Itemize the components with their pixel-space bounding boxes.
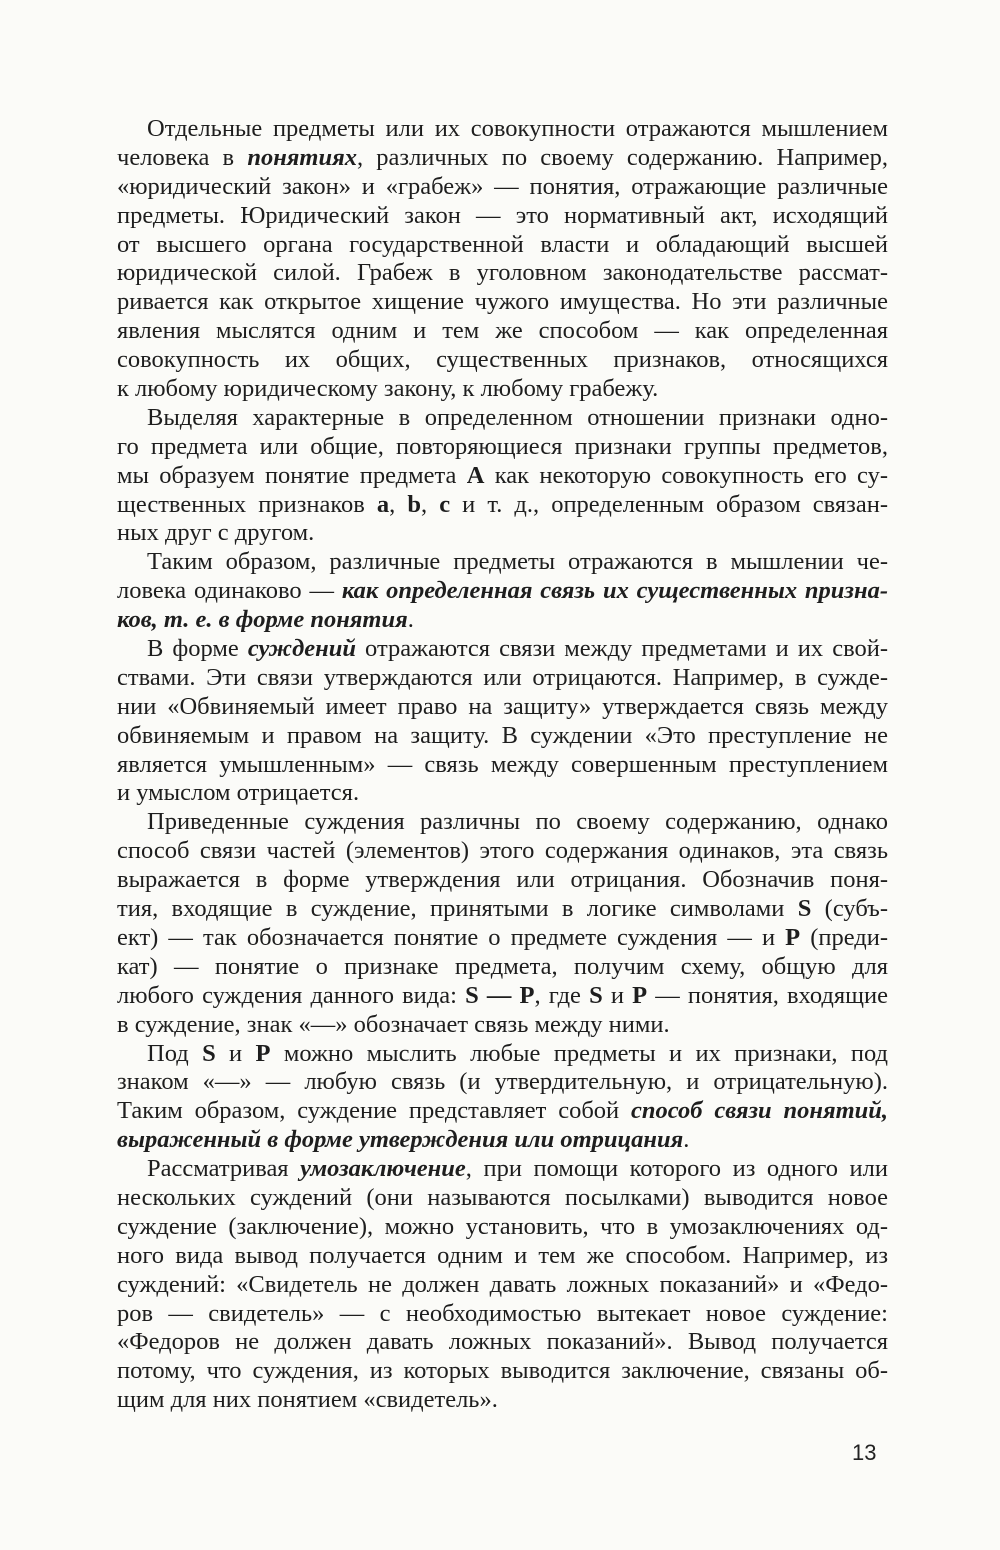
paragraph — [117, 1155, 888, 1415]
bold-symbol: P — [785, 923, 801, 951]
text-run: и умыслом отрицается. — [117, 779, 360, 807]
text-run: является умышленным» — связь между совершенным преступлением — [117, 750, 888, 778]
text-run: суждений: «Свидетель не должен давать ложных показаний» и «Федо- — [117, 1270, 888, 1298]
text-line — [117, 1011, 888, 1040]
text-line — [117, 1068, 888, 1097]
text-run: предметы. Юридический закон — это нормативный акт, исходящий — [117, 201, 888, 229]
emphasized-term: суждений — [247, 635, 356, 663]
text-run: Под — [147, 1039, 203, 1067]
text-line — [117, 375, 888, 404]
text-run: Таким образом, различные предметы отражаются в мышлении че- — [147, 548, 888, 576]
text-line — [117, 1271, 888, 1300]
text-run: и — [215, 1039, 256, 1067]
text-line — [117, 317, 888, 346]
emphasized-term: умозаключение — [300, 1155, 466, 1183]
text-line — [117, 173, 888, 202]
paragraph — [117, 635, 888, 808]
paragraph — [117, 548, 888, 635]
text-line — [117, 664, 888, 693]
text-run: Приведенные суждения различны по своему содержанию, однако — [147, 808, 888, 836]
text-line — [117, 144, 888, 173]
page-number: 13 — [852, 1440, 877, 1465]
text-run: — понятия, входящие — [647, 981, 889, 1009]
text-run: отражаются связи между предметами и их свой- — [356, 635, 888, 663]
text-run: , различных по своему содержанию. Например, — [356, 143, 889, 171]
text-run: ного вида вывод получается одним и тем же способом. Например, из — [117, 1241, 888, 1269]
text-run: «юридический закон» и «грабеж» — понятия, отражающие различные — [117, 172, 888, 200]
emphasized-term: ков, т. е. в форме понятия — [117, 606, 408, 634]
paragraph — [117, 1040, 888, 1156]
text-run: к любому юридическому закону, к любому грабежу. — [117, 375, 659, 403]
text-line — [117, 346, 888, 375]
text-line — [117, 1126, 888, 1155]
bold-symbol: b — [407, 490, 422, 518]
text-line — [117, 1213, 888, 1242]
text-line — [117, 1300, 888, 1329]
emphasized-term: выраженный в форме утверждения или отрицания — [117, 1126, 684, 1154]
text-line — [117, 693, 888, 722]
text-run: способ связи частей (элементов) этого содержания одинаков, эта связь — [117, 837, 888, 865]
text-line — [117, 751, 888, 780]
text-run: как некоторую совокупность его су- — [484, 461, 889, 489]
text-run: Рассматривая — [147, 1155, 301, 1183]
text-line — [117, 1155, 888, 1184]
text-line — [117, 837, 888, 866]
text-run: можно мыслить любые предметы и их признаки, под — [270, 1039, 888, 1067]
text-line — [117, 982, 888, 1011]
text-run: , — [389, 490, 408, 518]
text-run: и — [602, 981, 633, 1009]
text-run: нескольких суждений (они называются посылками) выводится новое — [117, 1183, 888, 1211]
text-run: юридической силой. Грабеж в уголовном законодательстве рассмат- — [117, 259, 888, 287]
text-run: явления мыслятся одним и тем же способом — как определенная — [117, 317, 888, 345]
text-line — [117, 895, 888, 924]
text-line — [117, 953, 888, 982]
text-run: ров — свидетель» — с необходимостью вытекает новое суждение: — [117, 1299, 888, 1327]
text-run: знаком «—» — любую связь (и утвердительную, и отрицательную). — [117, 1068, 888, 1096]
text-line — [117, 924, 888, 953]
text-run: ривается как открытое хищение чужого имущества. Но эти различные — [117, 288, 888, 316]
text-line — [117, 259, 888, 288]
paragraph — [117, 404, 888, 548]
text-line — [117, 1328, 888, 1357]
text-run: щественных признаков — [117, 490, 377, 518]
text-line — [117, 288, 888, 317]
text-run: (преди- — [800, 923, 888, 951]
text-run: и т. д., определенным образом связан- — [450, 490, 889, 518]
text-line — [117, 808, 888, 837]
text-line — [117, 433, 888, 462]
bold-symbol: S — [202, 1039, 216, 1067]
text-run: кат) — понятие о признаке предмета, получим схему, общую для — [117, 952, 888, 980]
text-run: «Федоров не должен давать ложных показаний». Вывод получается — [117, 1328, 888, 1356]
text-run: в суждение, знак «—» обозначает связь между ними. — [117, 1010, 670, 1038]
text-line — [117, 1097, 888, 1126]
text-line — [117, 635, 888, 664]
bold-symbol: А — [466, 461, 485, 489]
text-line — [117, 202, 888, 231]
text-run: . — [683, 1126, 690, 1154]
text-run: суждение (заключение), можно установить, что в умозаключениях од- — [117, 1212, 888, 1240]
text-run: человека в — [117, 143, 248, 171]
emphasized-term: как определенная связь их существенных призна- — [341, 577, 888, 605]
text-line — [117, 231, 888, 260]
text-line — [117, 577, 888, 606]
text-line — [117, 1357, 888, 1386]
text-run: выражается в форме утверждения или отрицания. Обозначив поня- — [117, 866, 888, 894]
text-line — [117, 462, 888, 491]
text-line — [117, 866, 888, 895]
text-line — [117, 519, 888, 548]
text-run: потому, что суждения, из которых выводится заключение, связаны об- — [117, 1357, 888, 1385]
bold-symbol: P — [632, 981, 648, 1009]
text-line — [117, 404, 888, 433]
text-line — [117, 548, 888, 577]
bold-symbol: S — [589, 981, 603, 1009]
text-run: . — [407, 606, 414, 634]
text-run: от высшего органа государственной власти и обладающий высшей — [117, 230, 888, 258]
text-line — [117, 722, 888, 751]
emphasized-term: понятиях — [247, 143, 357, 171]
text-line — [117, 1184, 888, 1213]
text-line — [117, 1040, 888, 1069]
paragraph — [117, 808, 888, 1039]
emphasized-term: способ связи понятий, — [631, 1097, 889, 1125]
text-line — [117, 1386, 888, 1415]
bold-symbol: P — [255, 1039, 271, 1067]
bold-symbol: c — [439, 490, 451, 518]
text-run: ных друг с другом. — [117, 519, 315, 547]
text-run: ект) — так обозначается понятие о предмете суждения — и — [117, 923, 786, 951]
text-line — [117, 115, 888, 144]
text-run: обвиняемым и правом на защиту. В суждении «Это преступление не — [117, 721, 888, 749]
text-run: совокупность их общих, существенных признаков, относящихся — [117, 346, 888, 374]
text-run: ствами. Эти связи утверждаются или отрицаются. Например, в сужде- — [117, 663, 888, 691]
page-body — [117, 115, 888, 1415]
text-run: , где — [534, 981, 590, 1009]
text-run: В форме — [147, 635, 248, 663]
text-run: ловека одинаково — — [117, 577, 342, 605]
text-run: Отдельные предметы или их совокупности отражаются мышлением — [147, 115, 888, 142]
bold-symbol: a — [376, 490, 390, 518]
text-run: Таким образом, суждение представляет собой — [117, 1097, 631, 1125]
text-line — [117, 606, 888, 635]
bold-symbol: S — P — [465, 981, 535, 1009]
paragraph — [117, 115, 888, 404]
text-line — [117, 779, 888, 808]
text-run: , при помощи которого из одного или — [465, 1155, 888, 1183]
text-line — [117, 1242, 888, 1271]
text-line — [117, 491, 888, 520]
text-run: го предмета или общие, повторяющиеся признаки группы предметов, — [117, 432, 888, 460]
text-run: (субъ- — [811, 895, 888, 923]
text-run: , — [421, 490, 440, 518]
text-run: нии «Обвиняемый имеет право на защиту» утверждается связь между — [117, 692, 888, 720]
text-run: Выделяя характерные в определенном отношении признаки одно- — [147, 403, 888, 431]
text-run: тия, входящие в суждение, принятыми в логике символами — [117, 895, 798, 923]
text-run: любого суждения данного вида: — [117, 981, 466, 1009]
text-run: мы образуем понятие предмета — [117, 461, 467, 489]
text-run: щим для них понятием «свидетель». — [117, 1386, 498, 1414]
bold-symbol: S — [797, 895, 812, 923]
